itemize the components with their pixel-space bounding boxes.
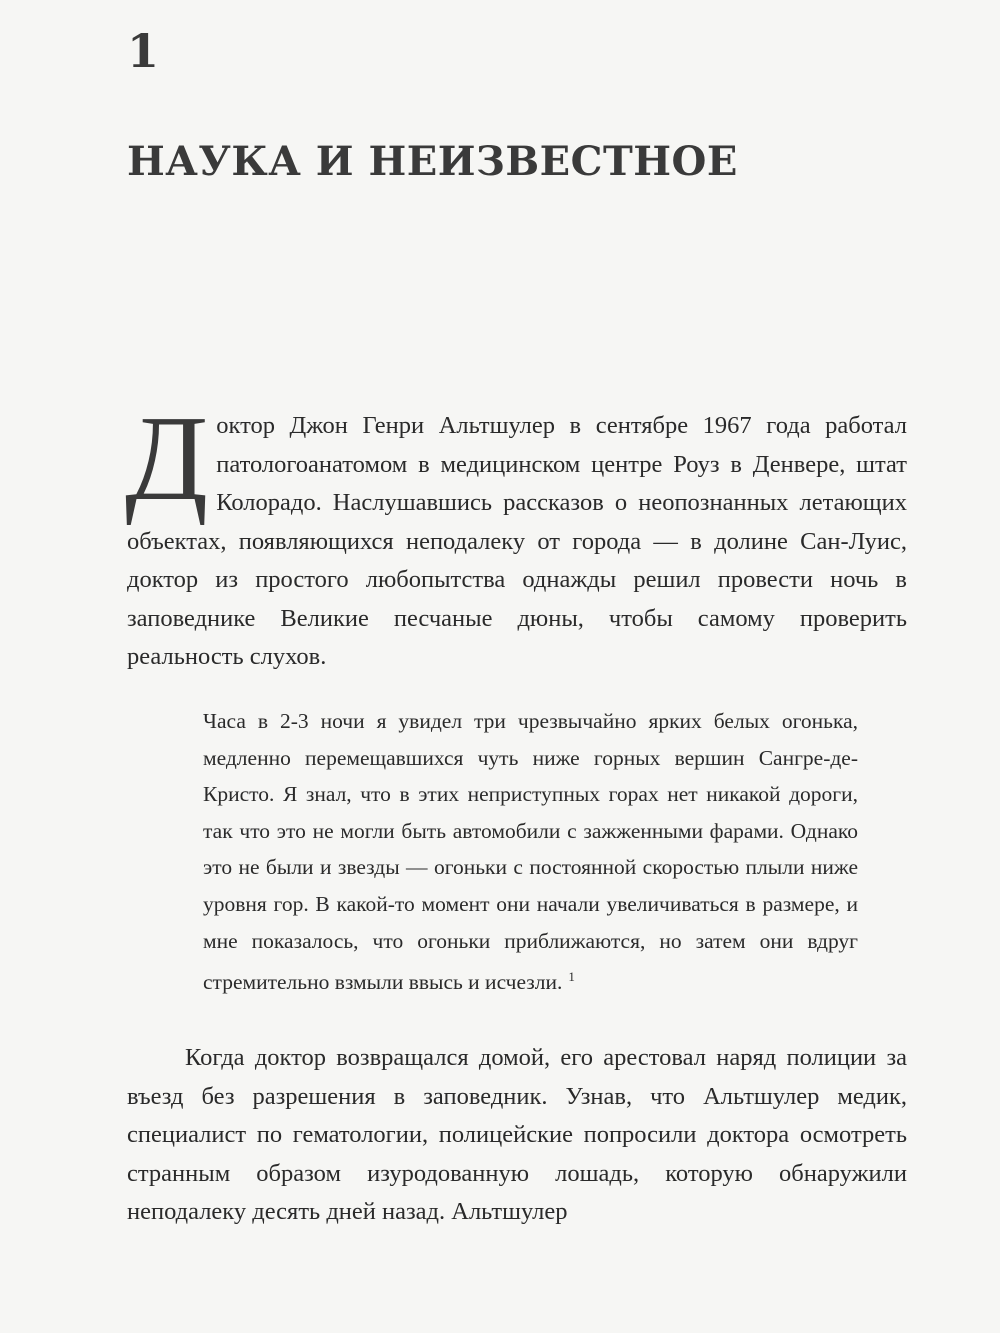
block-quote (203, 703, 858, 1001)
drop-cap: Д (125, 391, 209, 526)
footnote-marker: 1 (568, 969, 575, 985)
intro-paragraph (125, 391, 907, 677)
chapter-title: НАУКА И НЕИЗВЕСТНОЕ (127, 138, 738, 185)
body-paragraph: Когда доктор возвращался домой, его арестовал наряд полиции за въезд без разрешения в заповедник. Узнав, что Альтшулер медик, специалист по гематологии, полицейские попросили доктора осмотреть странным образом изуродованную лошадь, которую обнаружили неподалеку десять дней назад. Альтшулер (127, 1044, 907, 1225)
quote-text: Часа в 2-3 ночи я увидел три чрезвычайно ярких белых огонька, медленно перемещавшихся чуть ниже горных вершин Сангре-де-Кристо. Я знал, что в этих неприступных горах нет никакой дороги, так что это не могли быть автомобили с зажженными фарами. Однако это не были и звезды — огоньки с постоянной скоростью плыли ниже уровня гор. В какой-то момент они начали увеличиваться в размере, и мне показалось, что огоньки приближаются, но затем они вдруг стремительно взмыли ввысь и исчезли. (203, 709, 858, 995)
intro-text: октор Джон Генри Альтшулер в сентябре 1967 года работал патологоанатомом в медицинском центре Роуз в Денвере, штат Колорадо. Наслушавшись рассказов о неопознанных летающих объектах, появляющихся неподалеку от города — в долине Сан-Луис, доктор из простого любопытства однажды решил провести ночь в заповеднике Великие песчаные дюны, чтобы самому проверить реальность слухов. (127, 412, 907, 670)
chapter-number: 1 (127, 24, 160, 78)
